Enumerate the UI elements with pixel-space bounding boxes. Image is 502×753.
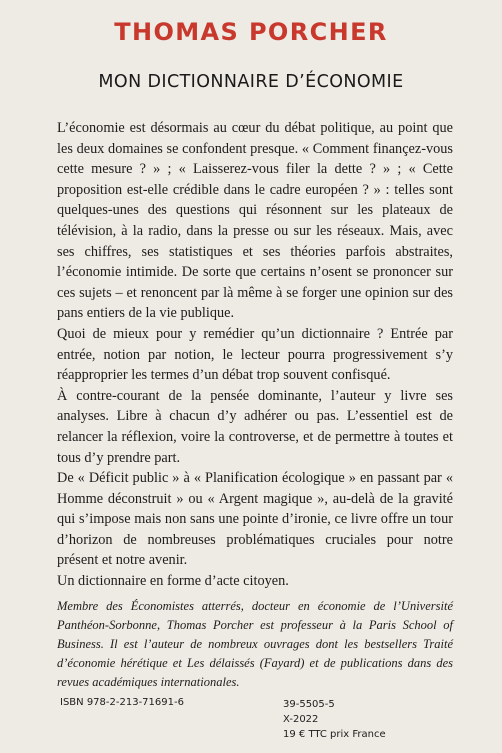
edition-date: X-2022 xyxy=(283,714,319,725)
blurb-paragraph: De « Déficit public » à « Planification écologique » en passant par « Homme déconstruit » ou « Argent magique », au-delà de la gravité qui s’impose mais non sans une pointe d’ironie, ce livre offre un tour d’horizon de nombreuses problématiques cruciales pour notre présent et notre avenir. xyxy=(57,470,453,569)
author-name: THOMAS PORCHER xyxy=(114,18,388,46)
reference-code: 39-5505-5 xyxy=(283,699,335,710)
publisher-codes xyxy=(283,697,386,742)
blurb-paragraph: L’économie est désormais au cœur du débat politique, au point que les deux domaines se confondent presque. « Comment finançez-vous cette mesure ? » ; « Laisserez-vous filer la dette ? » ; « Cette proposition est-elle crédible dans le cadre européen ? » : telles sont quelques-unes des questions qui résonnent sur les plateaux de télévision, à la radio, dans la presse ou sur les réseaux. Mais, avec ses chiffres, ses statistiques et ses théories parfois abstraites, l’économie intimide. De sorte que certains n’osent se prononcer sur ces sujets – et renoncent par là même à se forger une opinion sur des pans entiers de la vie publique. xyxy=(57,120,453,322)
blurb-paragraph: Quoi de mieux pour y remédier qu’un dictionnaire ? Entrée par entrée, notion par notion, le lecteur pourra progressivement s’y réapproprier les termes d’un débat trop souvent confisqué. xyxy=(57,325,453,384)
price: 19 € TTC prix France xyxy=(283,729,386,740)
book-title: MON DICTIONNAIRE D’ÉCONOMIE xyxy=(98,72,404,92)
isbn: ISBN 978-2-213-71691-6 xyxy=(60,697,184,708)
author-bio: Membre des Économistes atterrés, docteur en économie de l’Université Panthéon-Sorbonne, Thomas Porcher est professeur à la Paris School of Business. Il est l’auteur de nombreux ouvrages dont les bestsellers Traité d’économie hérétique et Les délaissés (Fayard) et de publications dans des revues académiques internationales. xyxy=(57,599,453,689)
blurb-paragraph: Un dictionnaire en forme d’acte citoyen. xyxy=(57,573,289,590)
blurb-paragraph: À contre-courant de la pensée dominante, l’auteur y livre ses analyses. Libre à chacun d’y adhérer ou pas. L’essentiel est de relancer la réflexion, voire la controverse, et de permettre à toutes et tous d’y prendre part. xyxy=(57,387,453,466)
back-cover-blurb xyxy=(57,118,453,592)
